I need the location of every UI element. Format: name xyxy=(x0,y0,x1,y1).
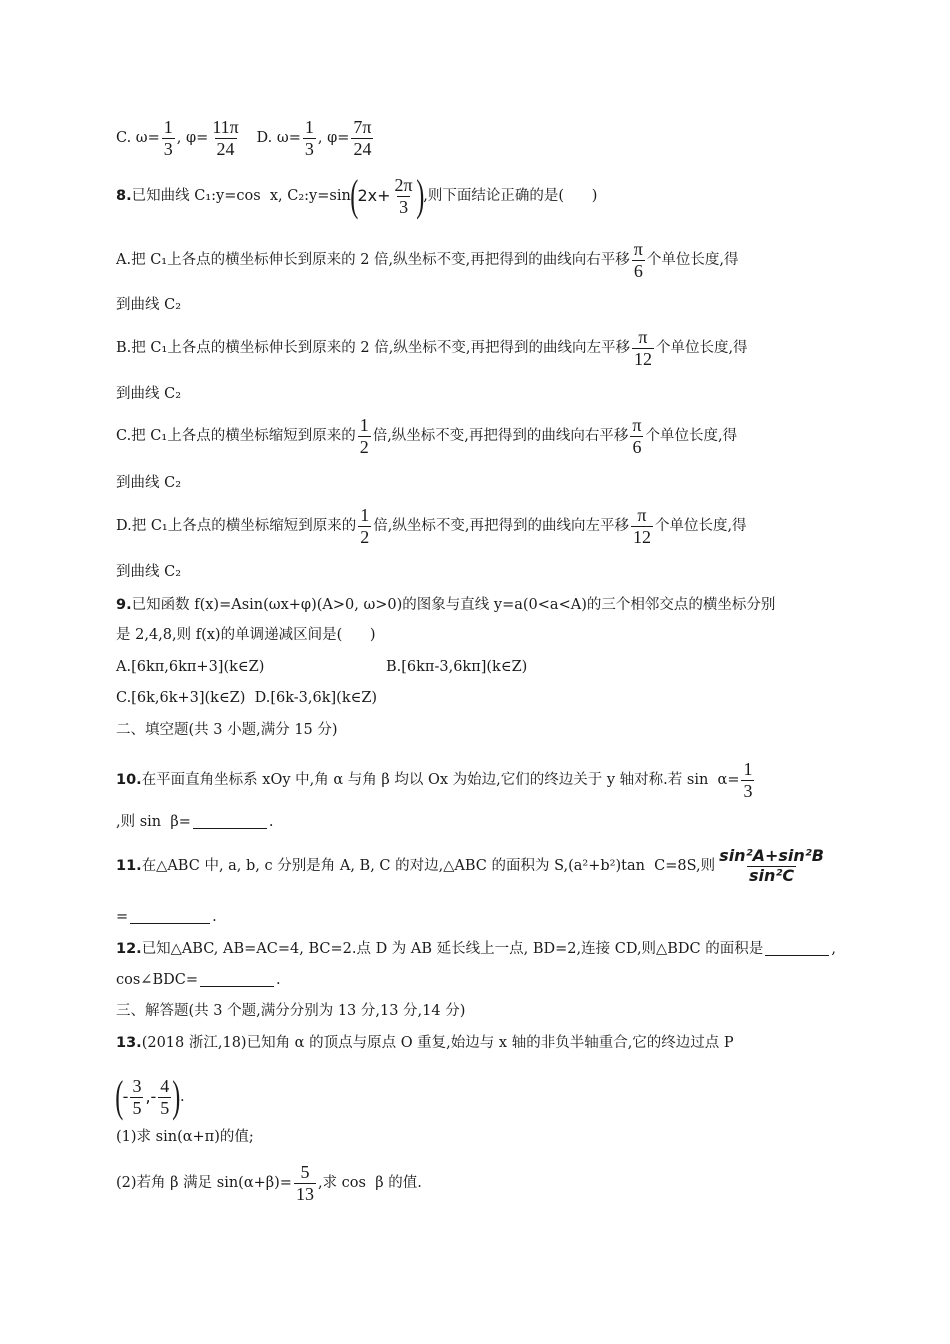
text: . xyxy=(275,972,281,988)
text: 在平面直角坐标系 xOy 中,角 α 与角 β 均以 Ox 为始边,它们的终边关于 y 轴对称.若 sin α= xyxy=(141,772,740,789)
answer-blank[interactable] xyxy=(200,974,274,987)
fraction xyxy=(294,1163,316,1204)
text: A.把 C₁上各点的横坐标伸长到原来的 2 倍,纵坐标不变,再把得到的曲线向右平移 xyxy=(116,252,630,269)
fraction xyxy=(210,118,240,159)
text: C.[6k,6k+3](k∈Z) D.[6k-3,6k](k∈Z) xyxy=(116,690,378,706)
denominator: 6 xyxy=(632,436,642,457)
q13-part1 xyxy=(116,1130,836,1145)
fraction xyxy=(130,1077,143,1118)
denominator: 12 xyxy=(633,348,652,369)
text: 到曲线 C₂ xyxy=(116,475,182,491)
section-heading: 二、填空题(共 3 小题,满分 15 分) xyxy=(116,722,338,738)
text: 已知函数 f(x)=Asin(ωx+φ)(A>0, ω>0)的图象与直线 y=a(0<a<A)的三个相邻交点的横坐标分别 xyxy=(131,597,776,613)
answer-blank[interactable] xyxy=(193,816,267,829)
text: . xyxy=(179,1088,185,1105)
text: 已知曲线 C₁:y=cos x, C₂:y=sin xyxy=(131,187,351,204)
text: B.[6kπ-3,6kπ](k∈Z) xyxy=(386,659,528,675)
fraction xyxy=(741,760,754,801)
section-answer-heading xyxy=(116,1004,836,1019)
numerator: π xyxy=(633,239,643,259)
q8-option-b-cont xyxy=(116,387,836,402)
q8-option-d-cont xyxy=(116,565,836,580)
fraction xyxy=(162,118,175,159)
section-heading: 三、解答题(共 3 个题,满分分别为 13 分,13 分,14 分) xyxy=(116,1003,466,1019)
q12-stem xyxy=(116,942,836,957)
q10-answer-line xyxy=(116,815,836,830)
text: B.把 C₁上各点的横坐标伸长到原来的 2 倍,纵坐标不变,再把得到的曲线向左平移 xyxy=(116,340,630,357)
numerator: π xyxy=(638,327,648,347)
denominator: 3 xyxy=(399,196,409,217)
q11-answer-line xyxy=(116,910,836,925)
text: D. ω= xyxy=(242,130,301,147)
text: C. ω= xyxy=(116,130,160,147)
text: 到曲线 C₂ xyxy=(116,386,182,402)
numerator: 2π xyxy=(394,174,413,195)
denominator: 3 xyxy=(304,138,314,159)
text: (2018 浙江,18)已知角 α 的顶点与原点 O 重复,始边与 x 轴的非负半轴重合,它的终边过点 P xyxy=(141,1035,734,1051)
denominator: 3 xyxy=(163,138,173,159)
numerator: 1 xyxy=(360,505,370,525)
answer-blank[interactable] xyxy=(765,943,829,956)
denominator: 2 xyxy=(359,436,369,457)
numerator: 1 xyxy=(304,117,314,137)
fraction xyxy=(631,506,653,547)
text: (2)若角 β 满足 sin(α+β)= xyxy=(116,1175,292,1192)
text: ,- xyxy=(145,1087,157,1106)
fraction xyxy=(158,1077,171,1118)
text: = xyxy=(116,909,129,925)
denominator: 13 xyxy=(295,1183,314,1204)
numerator: 4 xyxy=(160,1075,170,1096)
question-number: 8. xyxy=(116,187,132,204)
right-paren: ) xyxy=(172,1072,181,1121)
question-number: 11. xyxy=(116,858,142,875)
q8-option-c xyxy=(116,416,836,457)
numerator: 11π xyxy=(212,117,239,137)
numerator: π xyxy=(632,415,642,435)
text: 到曲线 C₂ xyxy=(116,564,182,580)
right-paren: ) xyxy=(415,171,424,220)
fraction xyxy=(630,416,643,457)
q8-option-c-cont xyxy=(116,476,836,491)
text: 个单位长度,得 xyxy=(654,518,747,535)
text: C.把 C₁上各点的横坐标缩短到原来的 xyxy=(116,428,356,445)
denominator: 3 xyxy=(743,780,753,801)
fraction xyxy=(393,176,415,217)
text: A.[6kπ,6kπ+3](k∈Z) xyxy=(116,659,265,675)
fraction xyxy=(632,328,654,369)
q12-answer-line xyxy=(116,973,836,988)
denominator: 24 xyxy=(353,138,372,159)
left-paren: ( xyxy=(115,1072,124,1121)
text: 已知△ABC, AB=AC=4, BC=2.点 D 为 AB 延长线上一点, BD=2,连接 CD,则△BDC 的面积是 xyxy=(141,941,764,957)
q11-stem xyxy=(116,848,836,885)
q13-point xyxy=(115,1072,836,1121)
text: ,则下面结论正确的是( ) xyxy=(423,187,598,204)
fraction xyxy=(351,118,373,159)
question-number: 12. xyxy=(116,941,142,957)
text: ,求 cos β 的值. xyxy=(317,1175,422,1192)
text: 个单位长度,得 xyxy=(645,428,738,445)
left-paren: ( xyxy=(350,171,359,220)
numerator: sin²A+sin²B xyxy=(719,846,824,865)
fraction xyxy=(358,506,371,547)
q8-option-b xyxy=(116,328,836,369)
q13-stem xyxy=(116,1036,836,1051)
text: 2x+ xyxy=(357,186,391,205)
text: 个单位长度,得 xyxy=(655,340,748,357)
numerator: 1 xyxy=(743,759,753,779)
question-number: 9. xyxy=(116,597,132,613)
text: cos∠BDC= xyxy=(116,972,198,988)
q8-option-a xyxy=(116,240,836,281)
denominator: 6 xyxy=(633,260,643,281)
q9-options-cd xyxy=(116,691,836,706)
q8-stem xyxy=(116,171,836,220)
text: 在△ABC 中, a, b, c 分别是角 A, B, C 的对边,△ABC 的面积为 S,(a²+b²)tan C=8S,则 xyxy=(141,858,716,875)
text: 倍,纵坐标不变,再把得到的曲线向左平移 xyxy=(373,518,629,535)
text: 是 2,4,8,则 f(x)的单调递减区间是( ) xyxy=(116,627,376,643)
q13-part2 xyxy=(116,1163,836,1204)
q10-stem xyxy=(116,760,836,801)
question-number: 13. xyxy=(116,1035,142,1051)
text: 到曲线 C₂ xyxy=(116,297,182,313)
numerator: 7π xyxy=(353,117,372,137)
q9-stem xyxy=(116,598,836,613)
numerator: 3 xyxy=(132,1075,142,1096)
section-fill-in-heading xyxy=(116,723,836,738)
q8-option-a-cont xyxy=(116,298,836,313)
text: , φ= xyxy=(176,130,209,147)
text: , xyxy=(831,941,836,957)
fraction xyxy=(717,848,826,885)
denominator: sin²C xyxy=(748,865,795,885)
denominator: 2 xyxy=(360,526,370,547)
question-number: 10. xyxy=(116,772,142,789)
fraction xyxy=(632,240,645,281)
q9-options-ab xyxy=(116,660,836,675)
answer-blank[interactable] xyxy=(130,911,210,924)
text: 倍,纵坐标不变,再把得到的曲线向右平移 xyxy=(372,428,629,445)
q7-options-cd xyxy=(116,118,836,159)
text: D.把 C₁上各点的横坐标缩短到原来的 xyxy=(116,518,357,535)
denominator: 5 xyxy=(160,1097,170,1118)
numerator: π xyxy=(637,505,647,525)
text: (1)求 sin(α+π)的值; xyxy=(116,1129,254,1145)
text: . xyxy=(212,909,217,925)
text: ,则 sin β= xyxy=(116,814,191,830)
q8-option-d xyxy=(116,506,836,547)
fraction xyxy=(358,416,371,457)
q9-stem-cont xyxy=(116,628,836,643)
text: - xyxy=(122,1087,129,1106)
text: , φ= xyxy=(317,130,350,147)
denominator: 24 xyxy=(216,138,235,159)
denominator: 5 xyxy=(132,1097,142,1118)
denominator: 12 xyxy=(632,526,651,547)
numerator: 1 xyxy=(359,415,369,435)
numerator: 5 xyxy=(300,1162,310,1182)
fraction xyxy=(303,118,316,159)
numerator: 1 xyxy=(163,117,173,137)
text: . xyxy=(268,814,274,830)
text: 个单位长度,得 xyxy=(646,252,739,269)
